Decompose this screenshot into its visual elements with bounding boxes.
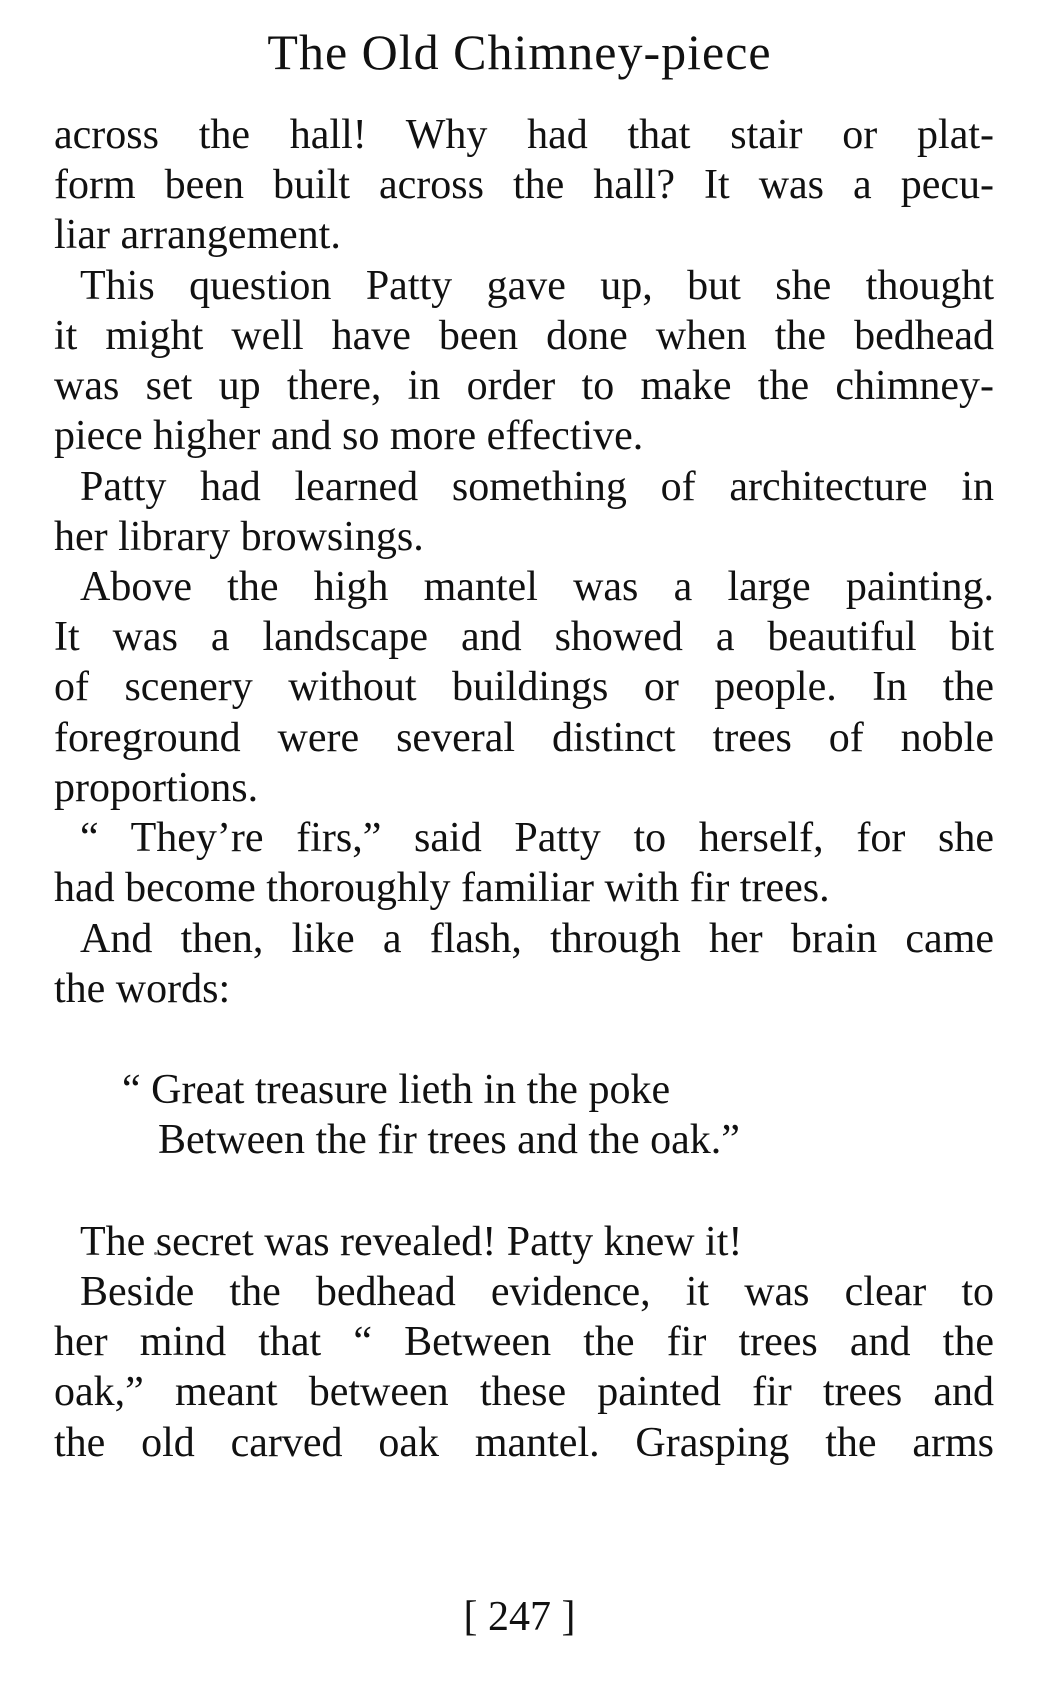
text-line: the words: [54,966,231,1012]
text-line: it might well have been done when the bedhead [54,313,994,359]
text-line: “ They’re firs,” said Patty to herself, for she [80,815,994,861]
text-line: had become thoroughly familiar with fir trees. [54,865,830,911]
text-line: Beside the bedhead evidence, it was clear to [80,1269,994,1315]
verse-line: Between the fir trees and the oak.” [158,1117,740,1163]
page-number: [ 247 ] [463,1594,576,1640]
text-line: was set up there, in order to make the chimney- [54,363,994,409]
text-line: piece higher and so more effective. [54,413,644,459]
text-line: the old carved oak mantel. Grasping the arms [54,1420,994,1466]
text-line: across the hall! Why had that stair or plat- [54,112,994,158]
text-line: This question Patty gave up, but she thought [80,263,994,309]
text-line: liar arrangement. [54,212,341,258]
text-line: It was a landscape and showed a beautiful bit [54,614,994,660]
text-line: The secret was revealed! Patty knew it! [80,1219,743,1265]
verse-line: “ Great treasure lieth in the poke [122,1067,671,1113]
text-line: of scenery without buildings or people. In the [54,664,994,710]
text-line: foreground were several distinct trees of noble [54,715,994,761]
text-line: her library browsings. [54,514,424,560]
text-line: form been built across the hall? It was a pecu- [54,162,994,208]
text-line: Above the high mantel was a large painting. [80,564,994,610]
running-head: The Old Chimney-piece [267,24,772,80]
text-line: proportions. [54,765,259,811]
text-line: oak,” meant between these painted fir trees and [54,1369,994,1415]
text-line: And then, like a flash, through her brain came [80,916,994,962]
text-line: Patty had learned something of architecture in [80,464,994,510]
text-line: her mind that “ Between the fir trees and the [54,1319,994,1365]
